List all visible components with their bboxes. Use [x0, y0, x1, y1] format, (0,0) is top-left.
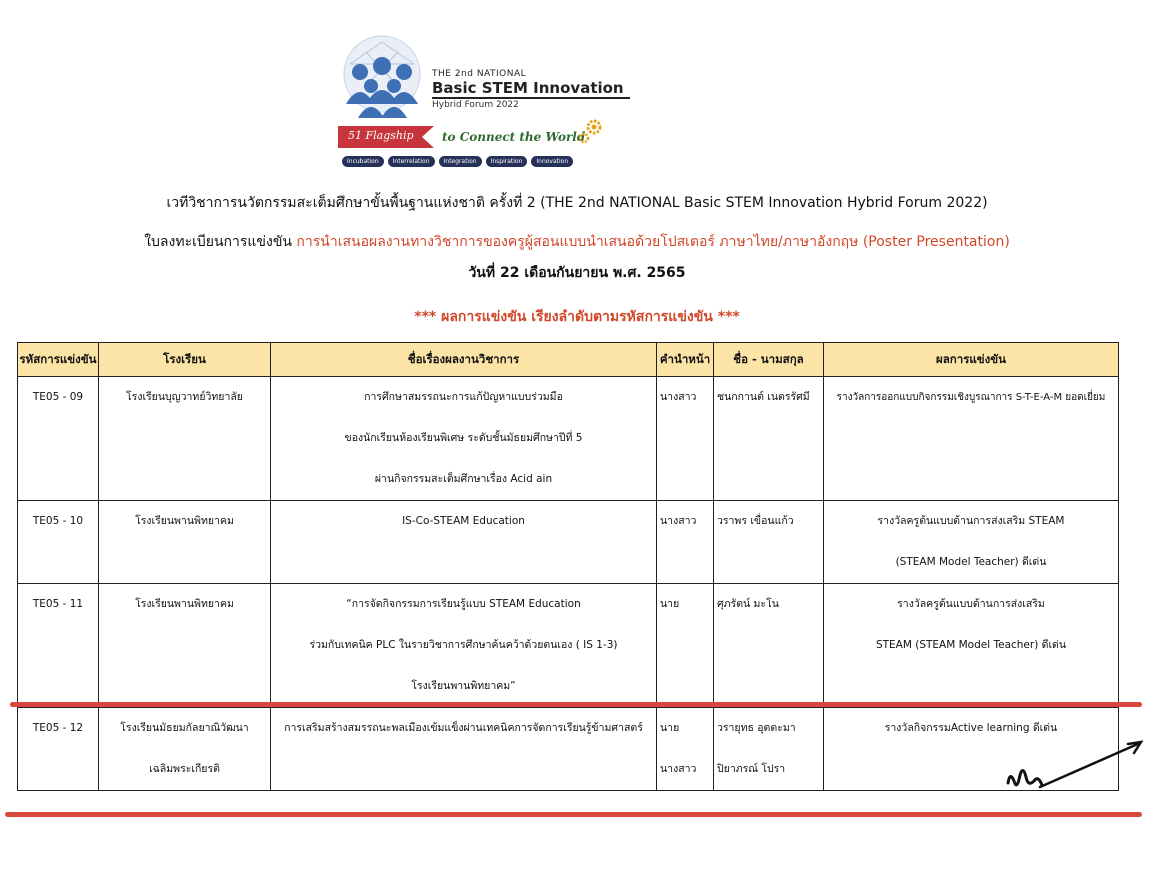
row-prefix: นาย [657, 584, 714, 708]
prefix-line: นาย [660, 722, 680, 734]
pill-interrelation: Interrelation [388, 156, 435, 167]
row-code: TE05 - 09 [18, 377, 99, 501]
table-row [18, 708, 1119, 791]
pill-integration: Integration [439, 156, 482, 167]
red-underline-bottom [5, 812, 1142, 817]
row-name [714, 708, 824, 791]
pill-innovation: Innovation [531, 156, 573, 167]
table-row [18, 501, 1119, 584]
col-code: รหัสการแข่งขัน [18, 343, 99, 377]
row-code: TE05 - 10 [18, 501, 99, 584]
result-line: รางวัลครูต้นแบบด้านการส่งเสริม [897, 598, 1045, 610]
row-name: ศุภรัตน์ มะโน [714, 584, 824, 708]
row-code: TE05 - 11 [18, 584, 99, 708]
name-line: วรายุทธ อุตตะมา [717, 722, 796, 734]
event-logo [336, 34, 636, 174]
row-prefix: นางสาว [657, 377, 714, 501]
row-result: รางวัลกิจกรรมActive learning ดีเด่น [824, 708, 1119, 791]
registration-line [0, 231, 1154, 253]
red-underline-top [10, 702, 1142, 707]
table-row [18, 584, 1119, 708]
pill-incubation: Incubation [342, 156, 384, 167]
results-heading: *** ผลการแข่งขัน เรียงลำดับตามรหัสการแข่งขัน *** [414, 309, 740, 325]
row-title [271, 377, 657, 501]
col-title: ชื่อเรื่องผลงานวิชาการ [271, 343, 657, 377]
title-line: “การจัดกิจกรรมการเรียนรู้แบบ STEAM Education [346, 598, 581, 610]
row-school: โรงเรียนพานพิทยาคม [99, 501, 271, 584]
col-school: โรงเรียน [99, 343, 271, 377]
col-result: ผลการแข่งขัน [824, 343, 1119, 377]
signature-mark [1000, 735, 1150, 815]
logo-divider [432, 97, 630, 99]
title-line: การศึกษาสมรรถนะการแก้ปัญหาแบบร่วมมือ [364, 391, 563, 403]
people-network-icon [336, 34, 428, 122]
row-prefix [657, 708, 714, 791]
row-result: รางวัลการออกแบบกิจกรรมเชิงบูรณาการ S-T-E-A-M ยอดเยี่ยม [824, 377, 1119, 501]
row-name: ชนกกานต์ เนตรรัศมี [714, 377, 824, 501]
logo-title: Basic STEM Innovation [432, 79, 624, 97]
logo-flagship: 51 Flagship [348, 129, 414, 142]
title-line: ผ่านกิจกรรมสะเต็มศึกษาเรื่อง Acid ain [374, 473, 553, 485]
row-prefix: นางสาว [657, 501, 714, 584]
gear-icon [576, 116, 606, 146]
result-line: รางวัลครูต้นแบบด้านการส่งเสริม STEAM [877, 515, 1065, 527]
result-line: STEAM (STEAM Model Teacher) ดีเด่น [875, 639, 1067, 651]
row-result [824, 501, 1119, 584]
school-line: โรงเรียนมัธยมกัลยาณิวัฒนา [120, 722, 249, 734]
row-name: วราพร เขื่อนแก้ว [714, 501, 824, 584]
forum-title: เวทีวิชาการนวัตกรรมสะเต็มศึกษาขั้นพื้นฐานแห่งชาติ ครั้งที่ 2 (THE 2nd NATIONAL Basic STEM Innovation Hybrid Forum 2022) [166, 195, 988, 211]
table-header-row [18, 343, 1119, 377]
title-line: ร่วมกับเทคนิค PLC ในรายวิชาการศึกษาค้นคว้าด้วยตนเอง ( IS 1-3) [309, 639, 618, 651]
results-table [17, 342, 1119, 791]
col-prefix: คำนำหน้า [657, 343, 714, 377]
row-school: โรงเรียนพานพิทยาคม [99, 584, 271, 708]
school-line: เฉลิมพระเกียรติ [149, 763, 220, 775]
row-school: โรงเรียนบุญวาทย์วิทยาลัย [99, 377, 271, 501]
registration-prefix: ใบลงทะเบียนการแข่งขัน [144, 234, 297, 250]
row-title: IS-Co-STEAM Education [271, 501, 657, 584]
prefix-line: นางสาว [660, 763, 697, 775]
col-name: ชื่อ - นามสกุล [714, 343, 824, 377]
row-title: การเสริมสร้างสมรรถนะพลเมืองเข้มแข็งผ่านเทคนิคการจัดการเรียนรู้ข้ามศาสตร์ [271, 708, 657, 791]
event-date: วันที่ 22 เดือนกันยายน พ.ศ. 2565 [468, 265, 686, 281]
table-row [18, 377, 1119, 501]
logo-pill-list [342, 156, 573, 167]
title-line: โรงเรียนพานพิทยาคม” [411, 680, 516, 692]
row-school [99, 708, 271, 791]
logo-edition: THE 2nd NATIONAL [432, 69, 527, 79]
row-result [824, 584, 1119, 708]
pill-inspiration: Inspiration [486, 156, 528, 167]
name-line: ปิยาภรณ์ โปรา [717, 763, 786, 775]
competition-name: การนำเสนอผลงานทางวิชาการของครูผู้สอนแบบนำเสนอด้วยโปสเตอร์ ภาษาไทย/ภาษาอังกฤษ (Poster Presentation) [296, 234, 1010, 250]
title-line: ของนักเรียนห้องเรียนพิเศษ ระดับชั้นมัธยมศึกษาปีที่ 5 [344, 432, 583, 444]
logo-subtitle: Hybrid Forum 2022 [432, 100, 519, 110]
result-line: (STEAM Model Teacher) ดีเด่น [895, 556, 1047, 568]
row-title [271, 584, 657, 708]
row-code: TE05 - 12 [18, 708, 99, 791]
logo-tagline: to Connect the World [442, 130, 586, 144]
